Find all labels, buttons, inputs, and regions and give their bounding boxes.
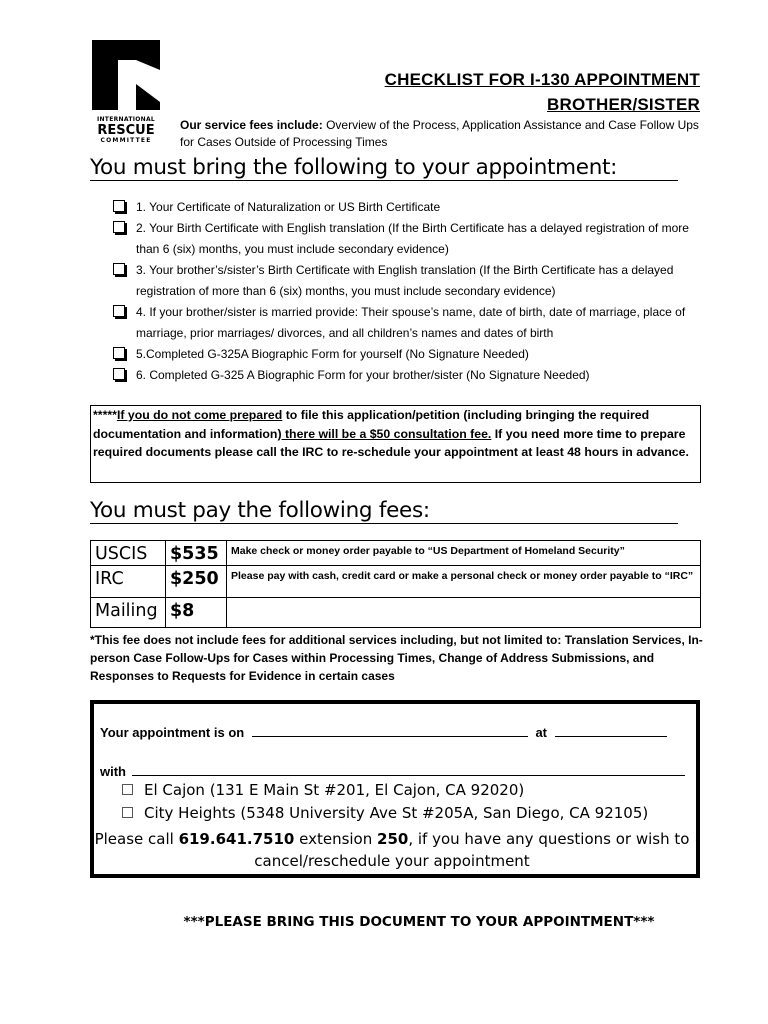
service-fees-intro — [180, 117, 710, 151]
warning-prefix: ***** — [93, 408, 117, 422]
checklist-item-text: 3. Your brother’s/sister’s Birth Certificate with English translation (If the Birth Certificate has a delayed registration of more than 6 (six) months, you must include secondary evidence) — [136, 263, 674, 298]
fee-row-uscis — [91, 541, 701, 566]
appointment-on-label: Your appointment is on — [100, 725, 245, 740]
location-label: El Cajon (131 E Main St #201, El Cajon, CA 92020) — [144, 781, 525, 799]
call-prefix: Please call — [94, 830, 179, 848]
warning-text-1: to file this application/petition (including bringing the required documentation and information) — [93, 408, 650, 441]
call-instructions — [92, 828, 692, 872]
warning-consultation-fee: there will be a $50 consultation fee. — [281, 426, 492, 441]
page-title-line2: BROTHER/SISTER — [547, 95, 700, 114]
appointment-with-row — [100, 764, 685, 779]
checklist-item[interactable] — [113, 302, 713, 344]
fees-footnote: *This fee does not include fees for additional services including, but not limited to: Translation Services, In-person Case Follow-Ups for Cases within Processing Times, Change of Address Submissions, and Responses to Requests for Evidence in certain cases — [90, 633, 703, 683]
checkbox-icon[interactable] — [113, 221, 125, 233]
fee-name: IRC — [91, 566, 166, 598]
appointment-with-field[interactable] — [132, 764, 685, 776]
page-title-line1: CHECKLIST FOR I-130 APPOINTMENT — [384, 70, 700, 89]
checklist-item-text: 5.Completed G-325A Biographic Form for yourself (No Signature Needed) — [136, 347, 529, 361]
appointment-date-row — [100, 725, 667, 740]
fee-note: Please pay with cash, credit card or make a personal check or money order payable to “IRC” — [227, 566, 701, 598]
irc-logo — [92, 40, 160, 144]
logo-line-committee: COMMITTEE — [100, 137, 152, 144]
checkbox-icon[interactable] — [113, 305, 125, 317]
phone-extension: 250 — [377, 830, 409, 848]
fee-row-mailing — [91, 598, 701, 628]
fee-amount: $535 — [166, 541, 227, 566]
appointment-date-field[interactable] — [252, 725, 528, 737]
service-fees-label: Our service fees include: — [180, 118, 323, 132]
checklist-item[interactable] — [113, 365, 713, 386]
bring-document-notice: ***PLEASE BRING THIS DOCUMENT TO YOUR APPOINTMENT*** — [183, 914, 655, 930]
irc-logo-mark-icon — [92, 40, 160, 110]
checkbox-icon[interactable] — [113, 200, 125, 212]
document-checklist — [113, 197, 713, 386]
checkbox-icon[interactable] — [122, 807, 133, 818]
checklist-item-text: 2. Your Birth Certificate with English translation (If the Birth Certificate has a delayed registration of more than 6 (six) months, you must include secondary evidence) — [136, 221, 689, 256]
location-option-el-cajon[interactable] — [122, 781, 524, 799]
pay-heading: You must pay the following fees: — [90, 498, 430, 523]
checkbox-icon[interactable] — [113, 368, 125, 380]
preparation-warning — [90, 405, 701, 483]
warning-not-prepared: If you do not come prepared — [116, 408, 283, 422]
appointment-at-label: at — [535, 725, 548, 740]
fee-note: Make check or money order payable to “US Department of Homeland Security” — [227, 541, 701, 566]
checkbox-icon[interactable] — [113, 347, 125, 359]
location-option-city-heights[interactable] — [122, 804, 648, 822]
fee-name: Mailing — [91, 598, 166, 628]
checklist-item-text: 6. Completed G-325 A Biographic Form for your brother/sister (No Signature Needed) — [136, 368, 590, 382]
fee-amount: $8 — [166, 598, 227, 628]
fee-name: USCIS — [91, 541, 166, 566]
service-fees-text: Overview of the Process, Application Assistance and Case Follow Ups for Cases Outside of Processing Times — [180, 118, 699, 149]
call-suffix: , if you have any questions or wish to cancel/reschedule your appointment — [254, 830, 690, 870]
checklist-item[interactable] — [113, 344, 713, 365]
checklist-item[interactable] — [113, 218, 713, 260]
bring-heading: You must bring the following to your appointment: — [90, 155, 618, 180]
checklist-item[interactable] — [113, 197, 713, 218]
checklist-item-text: 1. Your Certificate of Naturalization or US Birth Certificate — [136, 200, 441, 214]
checkbox-icon[interactable] — [113, 263, 125, 275]
pay-heading-underline — [90, 523, 678, 524]
logo-line-international: INTERNATIONAL — [96, 116, 156, 123]
fee-amount: $250 — [166, 566, 227, 598]
checklist-item[interactable] — [113, 260, 713, 302]
appointment-time-field[interactable] — [555, 725, 667, 737]
fee-note — [227, 598, 701, 628]
fee-row-irc — [91, 566, 701, 598]
warning-text-2: If you need more time to prepare required documents please call the IRC to re-schedule your appointment at least 48 hours in advance. — [93, 426, 689, 459]
logo-line-rescue: RESCUE — [97, 123, 155, 138]
phone-number: 619.641.7510 — [178, 830, 295, 848]
checklist-item-text: 4. If your brother/sister is married provide: Their spouse’s name, date of birth, date of marriage, place of marriage, prior marriages/ divorces, and all children’s names and dates of birth — [136, 305, 686, 340]
bring-heading-underline — [90, 180, 678, 181]
call-mid: extension — [294, 830, 378, 848]
appointment-with-label: with — [100, 764, 126, 779]
fees-table — [90, 540, 701, 628]
checkbox-icon[interactable] — [122, 784, 133, 795]
location-label: City Heights (5348 University Ave St #205A, San Diego, CA 92105) — [144, 804, 649, 822]
